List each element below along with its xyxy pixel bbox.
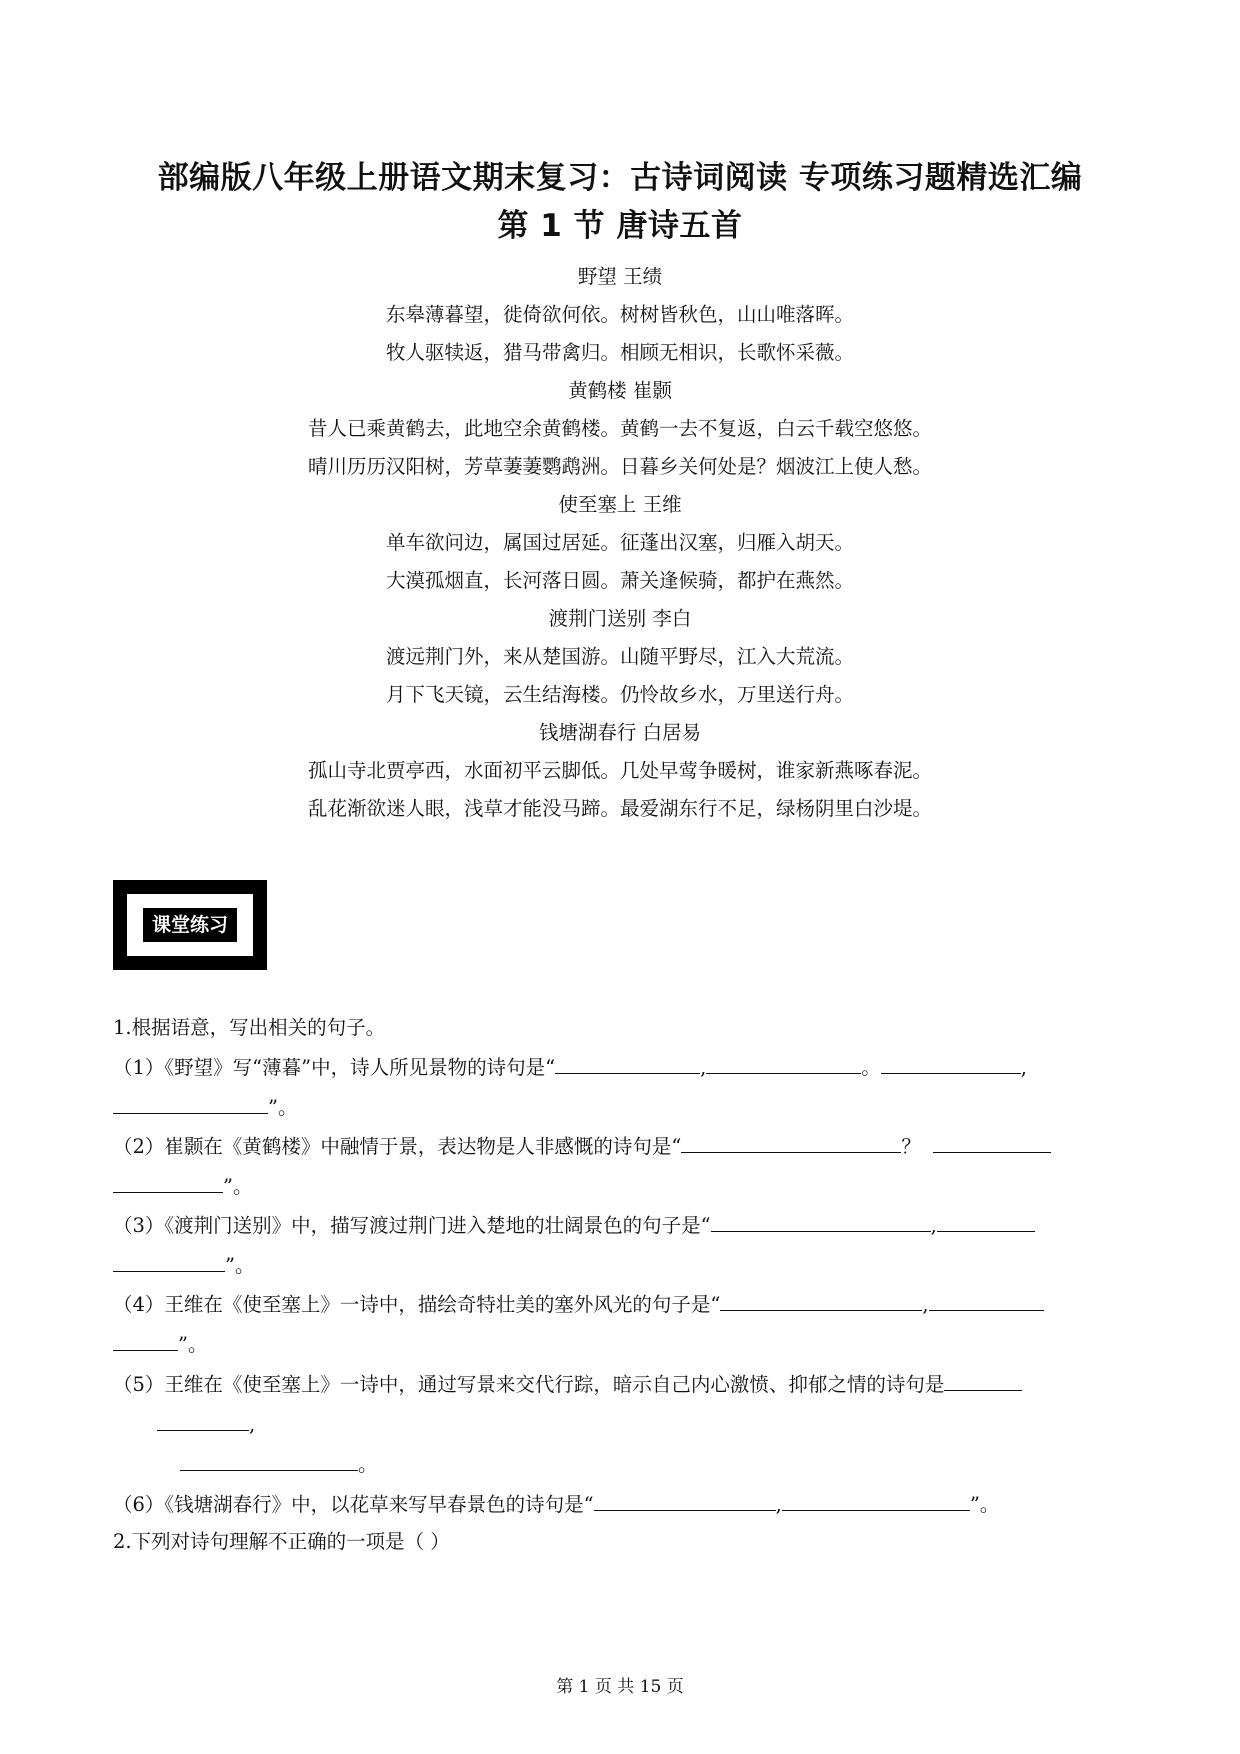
question-1-1-cont: ”。 (113, 1091, 297, 1123)
question-1-3: （3）《渡荆门送别》中，描写渡过荆门进入楚地的壮阔景色的句子是“ , (113, 1209, 1035, 1241)
question-1-2-cont: ”。 (113, 1170, 252, 1202)
poem-heading: 黄鹤楼 崔颢 (568, 379, 672, 402)
answer-blank[interactable] (933, 1130, 1051, 1153)
answer-blank[interactable] (113, 1091, 268, 1114)
section-badge-frame (113, 880, 267, 970)
answer-blank[interactable] (937, 1209, 1035, 1232)
question-1-3-cont: ”。 (113, 1249, 254, 1281)
question-1-5-cont: , (157, 1408, 255, 1440)
answer-blank[interactable] (555, 1051, 700, 1074)
question-1-5: （5）王维在《使至塞上》一诗中，通过写景来交代行踪，暗示自己内心激愤、抑郁之情的诗句是 (113, 1368, 1022, 1400)
answer-blank[interactable] (180, 1448, 358, 1471)
section-badge: 课堂练习 (143, 908, 237, 942)
poems-block (0, 258, 1240, 828)
section-badge-inner (127, 894, 253, 956)
answer-blank[interactable] (113, 1249, 225, 1272)
poem-line: 大漠孤烟直，长河落日圆。萧关逢候骑，都护在燕然。 (385, 569, 854, 592)
poem-line: 昔人已乘黄鹤去，此地空余黄鹤楼。黄鹤一去不复返，白云千载空悠悠。 (307, 417, 932, 440)
question-2-prompt: 2.下列对诗句理解不正确的一项是（ ） (113, 1530, 450, 1553)
question-1-2: （2）崔颢在《黄鹤楼》中融情于景，表达物是人非感慨的诗句是“ ？ (113, 1130, 1051, 1162)
question-1-4: （4）王维在《使至塞上》一诗中，描绘奇特壮美的塞外风光的句子是“ , (113, 1288, 1044, 1320)
question-1-6: （6）《钱塘湖春行》中，以花草来写早春景色的诗句是“ , ”。 (113, 1488, 999, 1520)
question-1-prompt: 1.根据语意，写出相关的句子。 (113, 1016, 386, 1039)
answer-blank[interactable] (681, 1130, 901, 1153)
poem-line: 乱花渐欲迷人眼，浅草才能没马蹄。最爱湖东行不足，绿杨阴里白沙堤。 (307, 797, 932, 820)
poem-line: 晴川历历汉阳树，芳草萋萋鹦鹉洲。日暮乡关何处是？烟波江上使人愁。 (307, 455, 932, 478)
poem-heading: 使至塞上 王维 (558, 493, 682, 516)
document-title: 部编版八年级上册语文期末复习：古诗词阅读 专项练习题精选汇编 (157, 160, 1083, 196)
poem-line: 渡远荆门外，来从楚国游。山随平野尽，江入大荒流。 (385, 645, 854, 668)
poem-heading: 野望 王绩 (577, 265, 663, 288)
answer-blank[interactable] (113, 1328, 178, 1351)
poem-line: 单车欲问边，属国过居延。征蓬出汉塞，归雁入胡天。 (385, 531, 854, 554)
answer-blank[interactable] (720, 1288, 922, 1311)
answer-blank[interactable] (929, 1288, 1044, 1311)
answer-blank[interactable] (782, 1488, 970, 1511)
answer-blank[interactable] (113, 1170, 223, 1193)
poem-line: 牧人驱犊返，猎马带禽归。相顾无相识，长歌怀采薇。 (385, 341, 854, 364)
question-1-5-cont2: 。 (180, 1448, 378, 1480)
poem-heading: 钱塘湖春行 白居易 (538, 721, 702, 744)
answer-blank[interactable] (711, 1209, 931, 1232)
question-1-4-cont: ”。 (113, 1328, 207, 1360)
section-title: 第 1 节 唐诗五首 (497, 208, 743, 244)
answer-blank[interactable] (944, 1368, 1022, 1391)
poem-line: 孤山寺北贾亭西，水面初平云脚低。几处早莺争暖树，谁家新燕啄春泥。 (307, 759, 932, 782)
answer-blank[interactable] (594, 1488, 776, 1511)
answer-blank[interactable] (881, 1051, 1021, 1074)
poem-line: 月下飞天镜，云生结海楼。仍怜故乡水，万里送行舟。 (385, 683, 854, 706)
page-footer: 第 1 页 共 15 页 (556, 1677, 684, 1697)
answer-blank[interactable] (157, 1408, 249, 1431)
question-1-1: （1）《野望》写“薄暮”中，诗人所见景物的诗句是“ , 。 , (113, 1051, 1027, 1083)
answer-blank[interactable] (706, 1051, 861, 1074)
poem-heading: 渡荆门送别 李白 (548, 607, 692, 630)
poem-line: 东皋薄暮望，徙倚欲何依。树树皆秋色，山山唯落晖。 (385, 303, 854, 326)
